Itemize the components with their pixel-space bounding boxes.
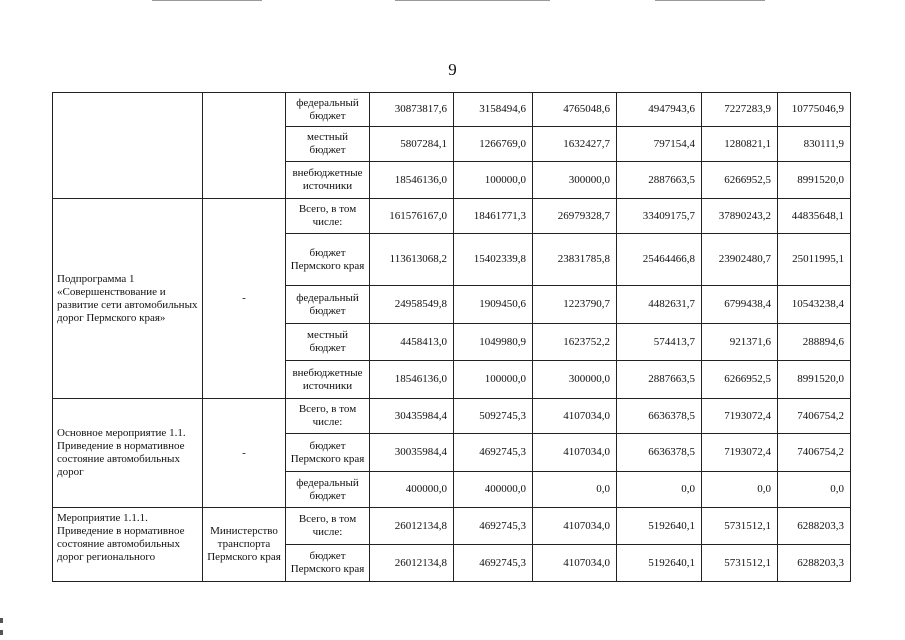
amount-cell: 7406754,2 xyxy=(778,399,851,434)
amount-cell: 100000,0 xyxy=(454,361,533,399)
executor-cell: - xyxy=(203,199,286,399)
budget-table xyxy=(52,92,851,582)
amount-cell: 4107034,0 xyxy=(533,399,617,434)
amount-cell: 44835648,1 xyxy=(778,199,851,234)
funding-source-cell: федеральный бюджет xyxy=(286,286,370,324)
amount-cell: 4765048,6 xyxy=(533,93,617,127)
funding-source-cell: Всего, в том числе: xyxy=(286,399,370,434)
amount-cell: 4692745,3 xyxy=(454,434,533,472)
amount-cell: 4107034,0 xyxy=(533,545,617,582)
amount-cell: 30873817,6 xyxy=(370,93,454,127)
amount-cell: 4482631,7 xyxy=(617,286,702,324)
amount-cell: 6288203,3 xyxy=(778,545,851,582)
amount-cell: 2887663,5 xyxy=(617,361,702,399)
amount-cell: 26979328,7 xyxy=(533,199,617,234)
amount-cell: 25011995,1 xyxy=(778,234,851,286)
amount-cell: 18461771,3 xyxy=(454,199,533,234)
table-row xyxy=(53,93,851,127)
amount-cell: 921371,6 xyxy=(702,324,778,361)
amount-cell: 113613068,2 xyxy=(370,234,454,286)
amount-cell: 15402339,8 xyxy=(454,234,533,286)
amount-cell: 10775046,9 xyxy=(778,93,851,127)
amount-cell: 0,0 xyxy=(533,472,617,508)
amount-cell: 5192640,1 xyxy=(617,508,702,545)
funding-source-cell: бюджет Пермского края xyxy=(286,434,370,472)
amount-cell: 6266952,5 xyxy=(702,361,778,399)
funding-source-cell: бюджет Пермского края xyxy=(286,545,370,582)
table-body xyxy=(53,93,851,582)
amount-cell: 2887663,5 xyxy=(617,162,702,199)
program-name-cell: Мероприятие 1.1.1. Приведение в нормативное состояние автомобильных дорог регионального xyxy=(53,508,203,582)
amount-cell: 1623752,2 xyxy=(533,324,617,361)
amount-cell: 25464466,8 xyxy=(617,234,702,286)
amount-cell: 30435984,4 xyxy=(370,399,454,434)
amount-cell: 4107034,0 xyxy=(533,508,617,545)
amount-cell: 7406754,2 xyxy=(778,434,851,472)
amount-cell: 100000,0 xyxy=(454,162,533,199)
amount-cell: 18546136,0 xyxy=(370,361,454,399)
funding-source-cell: местный бюджет xyxy=(286,127,370,162)
program-name-cell: Подпрограмма 1 «Совершенствование и развитие сети автомобильных дорог Пермского края» xyxy=(53,199,203,399)
funding-source-cell: Всего, в том числе: xyxy=(286,508,370,545)
top-edge-line xyxy=(395,0,550,1)
amount-cell: 161576167,0 xyxy=(370,199,454,234)
amount-cell: 0,0 xyxy=(617,472,702,508)
funding-source-cell: бюджет Пермского края xyxy=(286,234,370,286)
program-name-cell: Основное мероприятие 1.1. Приведение в нормативное состояние автомобильных дорог xyxy=(53,399,203,508)
amount-cell: 23902480,7 xyxy=(702,234,778,286)
amount-cell: 300000,0 xyxy=(533,162,617,199)
amount-cell: 5092745,3 xyxy=(454,399,533,434)
executor-cell: Министерство транспорта Пермского края xyxy=(203,508,286,582)
amount-cell: 1223790,7 xyxy=(533,286,617,324)
amount-cell: 30035984,4 xyxy=(370,434,454,472)
amount-cell: 830111,9 xyxy=(778,127,851,162)
amount-cell: 797154,4 xyxy=(617,127,702,162)
amount-cell: 4692745,3 xyxy=(454,508,533,545)
amount-cell: 5731512,1 xyxy=(702,508,778,545)
funding-source-cell: внебюджетные источники xyxy=(286,361,370,399)
amount-cell: 1632427,7 xyxy=(533,127,617,162)
amount-cell: 3158494,6 xyxy=(454,93,533,127)
amount-cell: 1280821,1 xyxy=(702,127,778,162)
amount-cell: 1909450,6 xyxy=(454,286,533,324)
amount-cell: 10543238,4 xyxy=(778,286,851,324)
amount-cell: 37890243,2 xyxy=(702,199,778,234)
amount-cell: 6636378,5 xyxy=(617,434,702,472)
amount-cell: 0,0 xyxy=(778,472,851,508)
amount-cell: 300000,0 xyxy=(533,361,617,399)
amount-cell: 7193072,4 xyxy=(702,434,778,472)
amount-cell: 8991520,0 xyxy=(778,361,851,399)
amount-cell: 18546136,0 xyxy=(370,162,454,199)
amount-cell: 4458413,0 xyxy=(370,324,454,361)
table-row xyxy=(53,399,851,434)
amount-cell: 574413,7 xyxy=(617,324,702,361)
amount-cell: 7193072,4 xyxy=(702,399,778,434)
amount-cell: 6288203,3 xyxy=(778,508,851,545)
executor-cell xyxy=(203,93,286,199)
amount-cell: 23831785,8 xyxy=(533,234,617,286)
funding-source-cell: федеральный бюджет xyxy=(286,93,370,127)
funding-source-cell: местный бюджет xyxy=(286,324,370,361)
page-number: 9 xyxy=(448,60,457,79)
funding-source-cell: внебюджетные источники xyxy=(286,162,370,199)
amount-cell: 4947943,6 xyxy=(617,93,702,127)
amount-cell: 8991520,0 xyxy=(778,162,851,199)
amount-cell: 4692745,3 xyxy=(454,545,533,582)
amount-cell: 400000,0 xyxy=(454,472,533,508)
amount-cell: 0,0 xyxy=(702,472,778,508)
amount-cell: 5807284,1 xyxy=(370,127,454,162)
amount-cell: 288894,6 xyxy=(778,324,851,361)
table-row xyxy=(53,508,851,545)
funding-source-cell: Всего, в том числе: xyxy=(286,199,370,234)
program-name-cell xyxy=(53,93,203,199)
amount-cell: 6799438,4 xyxy=(702,286,778,324)
top-edge-line xyxy=(655,0,765,1)
amount-cell: 7227283,9 xyxy=(702,93,778,127)
amount-cell: 33409175,7 xyxy=(617,199,702,234)
amount-cell: 24958549,8 xyxy=(370,286,454,324)
amount-cell: 26012134,8 xyxy=(370,545,454,582)
amount-cell: 400000,0 xyxy=(370,472,454,508)
amount-cell: 5731512,1 xyxy=(702,545,778,582)
table-row xyxy=(53,199,851,234)
amount-cell: 6266952,5 xyxy=(702,162,778,199)
amount-cell: 26012134,8 xyxy=(370,508,454,545)
scan-mark xyxy=(0,630,3,635)
amount-cell: 1266769,0 xyxy=(454,127,533,162)
amount-cell: 1049980,9 xyxy=(454,324,533,361)
funding-source-cell: федеральный бюджет xyxy=(286,472,370,508)
top-edge-line xyxy=(152,0,262,1)
amount-cell: 4107034,0 xyxy=(533,434,617,472)
amount-cell: 6636378,5 xyxy=(617,399,702,434)
amount-cell: 5192640,1 xyxy=(617,545,702,582)
executor-cell: - xyxy=(203,399,286,508)
scan-mark xyxy=(0,618,3,623)
